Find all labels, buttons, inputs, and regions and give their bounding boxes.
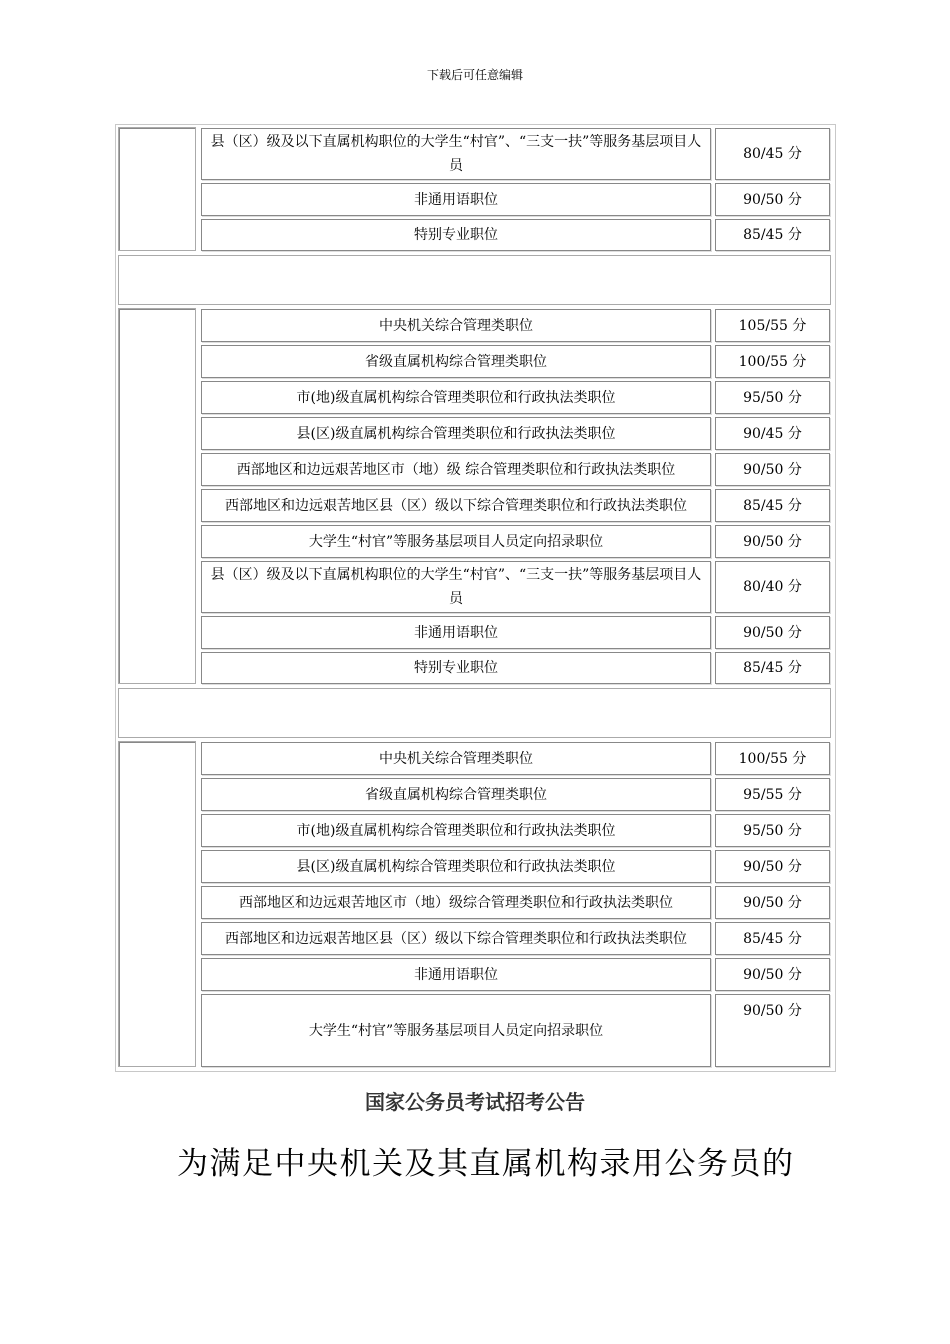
- table-row-name: 非通用语职位: [201, 958, 711, 991]
- table-row-name: 特别专业职位: [201, 219, 711, 251]
- table-row-name: 特别专业职位: [201, 652, 711, 684]
- table-row-name: 大学生“村官”等服务基层项目人员定向招录职位: [201, 994, 711, 1067]
- table-row-score: 85/45 分: [715, 219, 830, 251]
- table-row-name: 西部地区和边远艰苦地区市（地）级综合管理类职位和行政执法类职位: [201, 886, 711, 919]
- table-row-score: 80/40 分: [715, 561, 830, 613]
- score-table: [115, 124, 836, 1072]
- table-row-name: 市(地)级直属机构综合管理类职位和行政执法类职位: [201, 814, 711, 847]
- table-row-score: 85/45 分: [715, 489, 830, 522]
- table-row-score: 90/50 分: [715, 958, 830, 991]
- table-row-score: 90/50 分: [715, 525, 830, 558]
- table-row-score: 85/45 分: [715, 652, 830, 684]
- category-cell: [118, 741, 196, 1067]
- table-row-score: 100/55 分: [715, 742, 830, 775]
- table-row-name: 西部地区和边远艰苦地区县（区）级以下综合管理类职位和行政执法类职位: [201, 489, 711, 522]
- table-row-score: 90/50 分: [715, 994, 830, 1067]
- section-separator-row: [118, 688, 831, 738]
- category-cell: [118, 127, 196, 251]
- body-heading: 为满足中央机关及其直属机构录用公务员的: [177, 1146, 795, 1182]
- table-row-name: 非通用语职位: [201, 616, 711, 649]
- category-cell: [118, 308, 196, 684]
- table-row-name: 省级直属机构综合管理类职位: [201, 778, 711, 811]
- header-note: 下载后可任意编辑: [426, 68, 523, 82]
- table-row-name: 西部地区和边远艰苦地区市（地）级 综合管理类职位和行政执法类职位: [201, 453, 711, 486]
- table-row-score: 90/50 分: [715, 886, 830, 919]
- table-row-name: 县（区）级及以下直属机构职位的大学生“村官”、“三支一扶”等服务基层项目人员: [201, 561, 711, 613]
- table-row-name: 县（区）级及以下直属机构职位的大学生“村官”、“三支一扶”等服务基层项目人员: [201, 128, 711, 180]
- table-row-name: 市(地)级直属机构综合管理类职位和行政执法类职位: [201, 381, 711, 414]
- table-row-score: 95/55 分: [715, 778, 830, 811]
- table-row-score: 85/45 分: [715, 922, 830, 955]
- table-row-score: 90/50 分: [715, 183, 830, 216]
- table-row-name: 中央机关综合管理类职位: [201, 309, 711, 342]
- section-separator-row: [118, 255, 831, 305]
- table-row-score: 95/50 分: [715, 814, 830, 847]
- table-row-score: 90/50 分: [715, 616, 830, 649]
- table-row-score: 90/45 分: [715, 417, 830, 450]
- table-row-name: 非通用语职位: [201, 183, 711, 216]
- table-row-name: 县(区)级直属机构综合管理类职位和行政执法类职位: [201, 850, 711, 883]
- table-row-score: 90/50 分: [715, 850, 830, 883]
- table-row-name: 中央机关综合管理类职位: [201, 742, 711, 775]
- table-row-name: 西部地区和边远艰苦地区县（区）级以下综合管理类职位和行政执法类职位: [201, 922, 711, 955]
- table-row-name: 大学生“村官”等服务基层项目人员定向招录职位: [201, 525, 711, 558]
- table-row-score: 105/55 分: [715, 309, 830, 342]
- table-row-name: 县(区)级直属机构综合管理类职位和行政执法类职位: [201, 417, 711, 450]
- table-row-score: 95/50 分: [715, 381, 830, 414]
- table-row-score: 100/55 分: [715, 345, 830, 378]
- section-title: 国家公务员考试招考公告: [365, 1090, 585, 1114]
- table-row-score: 80/45 分: [715, 128, 830, 180]
- table-row-score: 90/50 分: [715, 453, 830, 486]
- table-row-name: 省级直属机构综合管理类职位: [201, 345, 711, 378]
